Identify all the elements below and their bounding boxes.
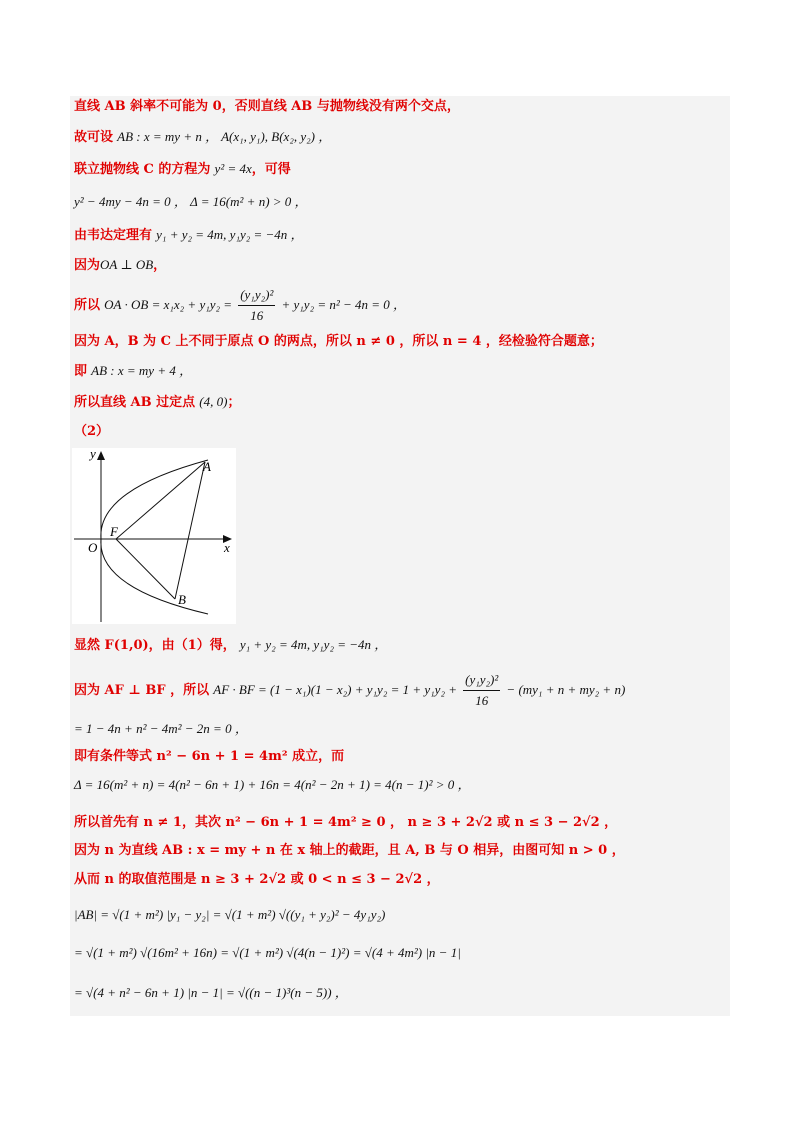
text: 直线 AB 斜率不可能为 0，否则直线 AB 与抛物线没有两个交点， <box>74 99 460 114</box>
line-slope-note <box>74 98 460 116</box>
text: 显然 F(1,0)，由（1）得， <box>74 638 236 653</box>
line-vieta <box>74 226 304 245</box>
point-b-label: B <box>178 592 186 607</box>
numerator: (y₁y₂)² <box>238 285 275 306</box>
line-dot-product <box>74 285 406 326</box>
line-fixed-point <box>74 393 240 412</box>
line-n-value <box>74 333 603 351</box>
y-axis-label: y <box>90 448 96 461</box>
segment-fb <box>116 539 175 599</box>
math: y² = 4x <box>214 161 252 176</box>
denominator: 16 <box>475 693 489 708</box>
text: 所以直线 AB 过定点 <box>74 395 196 410</box>
text: （2） <box>74 424 110 439</box>
line-n-range-1 <box>74 814 617 832</box>
line-ab-equation <box>74 362 192 381</box>
line-perpendicular <box>74 256 166 275</box>
text: 因为 n 为直线 AB : x = my + n 在 x 轴上的截距，且 A, B 与 O 相异，由图可知 n > 0 ， <box>74 843 625 858</box>
fraction <box>238 285 275 326</box>
math: OA · OB = x₁x₂ + y₁y₂ = <box>104 297 233 312</box>
math: = 1 − 4n + n² − 4m² − 2n = 0 ， <box>74 721 248 736</box>
fraction <box>463 670 500 711</box>
line-focus <box>74 636 387 655</box>
math: Δ = 16(m² + n) = 4(n² − 6n + 1) + 16n = 4(n² − 2n + 1) = 4(n − 1)² > 0 ， <box>74 777 471 792</box>
x-axis-label: x <box>224 540 230 555</box>
line-assume <box>74 128 331 147</box>
text: 从而 n 的取值范围是 n ≥ 3 + 2√2 或 0 < n ≤ 3 − 2√2 ， <box>74 872 440 887</box>
math: y² − 4my − 4n = 0 ， Δ = 16(m² + n) > 0 ， <box>74 194 308 209</box>
denominator: 16 <box>250 308 264 323</box>
text: 所以首先有 n ≠ 1，其次 n² − 6n + 1 = 4m² ≥ 0 ， n ≥ 3 + 2√2 或 n ≤ 3 − 2√2 ， <box>74 815 618 830</box>
line-ab-length-3 <box>74 984 348 1003</box>
line-ab-length-2 <box>74 944 461 963</box>
text: 因为 <box>74 258 101 273</box>
line-discriminant <box>74 776 471 795</box>
math: = √(4 + n² − 6n + 1) |n − 1| = √((n − 1)³(n − 5)) ， <box>74 985 348 1000</box>
text: 联立抛物线 C 的方程为 <box>74 162 211 177</box>
text: 即有条件等式 n² − 6n + 1 = 4m² 成立，而 <box>74 749 345 764</box>
text: 即 <box>74 364 88 379</box>
origin-label: O <box>88 540 98 555</box>
line-intercept <box>74 842 625 860</box>
text: 所以 <box>74 298 101 313</box>
text: ； <box>227 395 241 410</box>
math: OA ⊥ OB <box>100 257 154 272</box>
y-axis-arrow <box>97 451 105 460</box>
math: y₁ + y₂ = 4m, y₁y₂ = −4n ， <box>156 227 304 242</box>
line-condition <box>74 748 344 766</box>
math: = √(1 + m²) √(16m² + 16n) = √(1 + m²) √(4(n − 1)²) = √(4 + 4m²) |n − 1| <box>74 945 461 960</box>
numerator: (y₁y₂)² <box>463 670 500 691</box>
line-n-range-2 <box>74 871 440 889</box>
line-quadratic <box>74 193 308 212</box>
text: 由韦达定理有 <box>74 228 153 243</box>
text: 因为 AF ⊥ BF ，所以 <box>74 683 210 698</box>
parabola-diagram <box>72 448 236 624</box>
line-ab-length-1 <box>74 906 385 925</box>
line-af-bf <box>74 670 625 711</box>
segment-fa <box>116 462 205 539</box>
math: − (my₁ + n + my₂ + n) <box>506 682 626 697</box>
math: (4, 0) <box>199 394 228 409</box>
text: ，可得 <box>251 162 291 177</box>
math: AF · BF = (1 − x₁)(1 − x₂) + y₁y₂ = 1 + y₁y₂ + <box>213 682 457 697</box>
point-a-label: A <box>203 459 211 474</box>
focus-label: F <box>110 524 118 539</box>
text: ， <box>153 258 167 273</box>
line-combine <box>74 160 291 179</box>
segment-ab <box>175 462 205 599</box>
math: + y₁y₂ = n² − 4n = 0 ， <box>281 297 407 312</box>
text: 故可设 <box>74 130 114 145</box>
math: AB : x = my + 4 ， <box>91 363 193 378</box>
parabola-figure <box>72 448 236 624</box>
math: AB : x = my + n ， A(x₁, y₁), B(x₂, y₂) ， <box>117 129 332 144</box>
text: 因为 A，B 为 C 上不同于原点 O 的两点，所以 n ≠ 0 ，所以 n = 4 ，经检验符合题意； <box>74 334 603 349</box>
line-simplify <box>74 720 248 739</box>
math: |AB| = √(1 + m²) |y₁ − y₂| = √(1 + m²) √((y₁ + y₂)² − 4y₁y₂) <box>74 907 386 922</box>
math: y₁ + y₂ = 4m, y₁y₂ = −4n ， <box>239 637 388 652</box>
line-part-2 <box>74 423 109 441</box>
